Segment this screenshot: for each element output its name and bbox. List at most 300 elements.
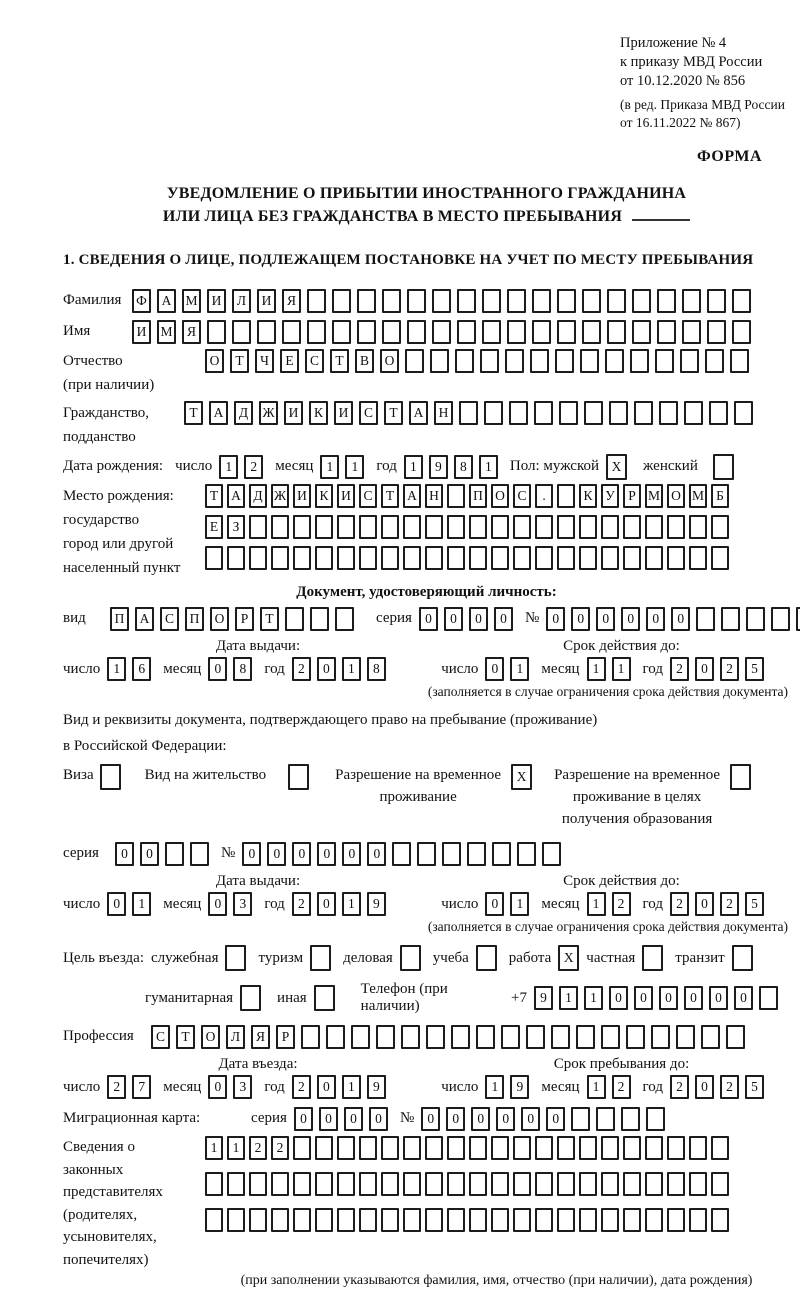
char-box[interactable]: 0	[485, 657, 504, 681]
char-box[interactable]	[526, 1025, 545, 1049]
char-box[interactable]: 0	[419, 607, 438, 631]
char-box[interactable]	[596, 1107, 615, 1131]
char-box[interactable]: 0	[107, 892, 126, 916]
char-box[interactable]: Д	[234, 401, 253, 425]
char-box[interactable]	[711, 515, 729, 539]
char-box[interactable]: И	[293, 484, 311, 508]
char-box[interactable]	[542, 842, 561, 866]
char-box[interactable]: 9	[367, 892, 386, 916]
char-box[interactable]: С	[359, 401, 378, 425]
char-box[interactable]	[480, 349, 499, 373]
char-box[interactable]	[484, 401, 503, 425]
char-box[interactable]: Я	[182, 320, 201, 344]
char-box[interactable]: 1	[587, 657, 606, 681]
char-box[interactable]: 0	[342, 842, 361, 866]
char-box[interactable]: К	[315, 484, 333, 508]
char-box[interactable]	[746, 607, 765, 631]
char-box[interactable]	[249, 546, 267, 570]
char-box[interactable]	[535, 1136, 553, 1160]
char-box[interactable]	[680, 349, 699, 373]
char-box[interactable]	[711, 546, 729, 570]
char-box[interactable]	[609, 401, 628, 425]
char-box[interactable]: 1	[342, 1075, 361, 1099]
char-box[interactable]	[482, 320, 501, 344]
char-box[interactable]	[646, 1107, 665, 1131]
char-box[interactable]: 1	[342, 892, 361, 916]
char-box[interactable]	[535, 515, 553, 539]
char-box[interactable]	[701, 1025, 720, 1049]
char-box[interactable]	[337, 1172, 355, 1196]
char-box[interactable]	[505, 349, 524, 373]
char-box[interactable]	[491, 515, 509, 539]
char-box[interactable]: 1	[479, 455, 498, 479]
char-box[interactable]: 0	[571, 607, 590, 631]
char-box[interactable]	[491, 1172, 509, 1196]
char-box[interactable]	[579, 1172, 597, 1196]
char-box[interactable]: 1	[587, 1075, 606, 1099]
char-box[interactable]: Ф	[132, 289, 151, 313]
char-box[interactable]: 1	[219, 455, 238, 479]
char-box[interactable]: П	[110, 607, 129, 631]
char-box[interactable]: 0	[521, 1107, 540, 1131]
char-box[interactable]	[165, 842, 184, 866]
char-box[interactable]: Ж	[259, 401, 278, 425]
char-box[interactable]: 0	[294, 1107, 313, 1131]
char-box[interactable]	[425, 515, 443, 539]
char-box[interactable]	[509, 401, 528, 425]
char-box[interactable]	[359, 1208, 377, 1232]
char-box[interactable]	[557, 1208, 575, 1232]
char-box[interactable]	[601, 515, 619, 539]
checkbox-cell[interactable]	[642, 945, 663, 971]
char-box[interactable]	[190, 842, 209, 866]
char-box[interactable]	[482, 289, 501, 313]
char-box[interactable]	[576, 1025, 595, 1049]
char-box[interactable]: 2	[292, 657, 311, 681]
char-box[interactable]: 0	[446, 1107, 465, 1131]
char-box[interactable]	[623, 1136, 641, 1160]
char-box[interactable]: Ч	[255, 349, 274, 373]
char-box[interactable]	[249, 515, 267, 539]
char-box[interactable]	[301, 1025, 320, 1049]
char-box[interactable]: С	[160, 607, 179, 631]
char-box[interactable]	[430, 349, 449, 373]
char-box[interactable]	[513, 515, 531, 539]
char-box[interactable]	[455, 349, 474, 373]
char-box[interactable]	[359, 515, 377, 539]
char-box[interactable]: Ж	[271, 484, 289, 508]
char-box[interactable]: Т	[381, 484, 399, 508]
char-box[interactable]: А	[157, 289, 176, 313]
char-box[interactable]	[293, 515, 311, 539]
char-box[interactable]	[696, 607, 715, 631]
char-box[interactable]	[632, 320, 651, 344]
char-box[interactable]: Я	[251, 1025, 270, 1049]
char-box[interactable]	[551, 1025, 570, 1049]
char-box[interactable]: С	[359, 484, 377, 508]
char-box[interactable]	[337, 1208, 355, 1232]
char-box[interactable]: 2	[670, 1075, 689, 1099]
char-box[interactable]: 2	[271, 1136, 289, 1160]
char-box[interactable]	[469, 515, 487, 539]
char-box[interactable]: 2	[720, 657, 739, 681]
char-box[interactable]: 1	[584, 986, 603, 1010]
char-box[interactable]: И	[132, 320, 151, 344]
char-box[interactable]: 2	[244, 455, 263, 479]
char-box[interactable]	[401, 1025, 420, 1049]
char-box[interactable]	[579, 1208, 597, 1232]
char-box[interactable]	[405, 349, 424, 373]
char-box[interactable]	[632, 289, 651, 313]
char-box[interactable]	[315, 1172, 333, 1196]
char-box[interactable]	[705, 349, 724, 373]
char-box[interactable]	[469, 1136, 487, 1160]
char-box[interactable]	[227, 1208, 245, 1232]
char-box[interactable]	[645, 1136, 663, 1160]
char-box[interactable]: Т	[330, 349, 349, 373]
char-box[interactable]	[432, 289, 451, 313]
char-box[interactable]	[492, 842, 511, 866]
char-box[interactable]	[532, 289, 551, 313]
char-box[interactable]	[285, 607, 304, 631]
char-box[interactable]	[667, 1208, 685, 1232]
char-box[interactable]: 0	[267, 842, 286, 866]
checkbox-cell[interactable]: X	[606, 454, 627, 480]
checkbox-cell[interactable]	[314, 985, 335, 1011]
char-box[interactable]: А	[409, 401, 428, 425]
char-box[interactable]	[645, 546, 663, 570]
char-box[interactable]: 1	[107, 657, 126, 681]
char-box[interactable]	[337, 546, 355, 570]
char-box[interactable]	[293, 1172, 311, 1196]
char-box[interactable]: 1	[132, 892, 151, 916]
char-box[interactable]: 0	[546, 607, 565, 631]
char-box[interactable]: Д	[249, 484, 267, 508]
char-box[interactable]	[407, 320, 426, 344]
char-box[interactable]	[469, 1208, 487, 1232]
char-box[interactable]: 8	[367, 657, 386, 681]
char-box[interactable]: О	[205, 349, 224, 373]
char-box[interactable]	[623, 1208, 641, 1232]
char-box[interactable]	[579, 1136, 597, 1160]
char-box[interactable]: 1	[342, 657, 361, 681]
char-box[interactable]: 8	[233, 657, 252, 681]
char-box[interactable]	[447, 515, 465, 539]
char-box[interactable]: 0	[208, 657, 227, 681]
char-box[interactable]	[711, 1172, 729, 1196]
char-box[interactable]: 0	[621, 607, 640, 631]
char-box[interactable]	[507, 320, 526, 344]
char-box[interactable]: 0	[734, 986, 753, 1010]
char-box[interactable]	[205, 1172, 223, 1196]
char-box[interactable]	[557, 484, 575, 508]
char-box[interactable]	[447, 1172, 465, 1196]
char-box[interactable]	[734, 401, 753, 425]
char-box[interactable]: 5	[745, 657, 764, 681]
char-box[interactable]	[425, 546, 443, 570]
char-box[interactable]	[357, 320, 376, 344]
char-box[interactable]: З	[227, 515, 245, 539]
char-box[interactable]: 0	[695, 657, 714, 681]
char-box[interactable]	[382, 289, 401, 313]
char-box[interactable]	[467, 842, 486, 866]
char-box[interactable]: 0	[317, 842, 336, 866]
char-box[interactable]: 1	[559, 986, 578, 1010]
char-box[interactable]	[425, 1136, 443, 1160]
char-box[interactable]: 1	[320, 455, 339, 479]
char-box[interactable]	[293, 1136, 311, 1160]
char-box[interactable]: Е	[205, 515, 223, 539]
char-box[interactable]: 1	[612, 657, 631, 681]
char-box[interactable]: 2	[670, 657, 689, 681]
char-box[interactable]	[689, 515, 707, 539]
char-box[interactable]	[451, 1025, 470, 1049]
char-box[interactable]: О	[210, 607, 229, 631]
char-box[interactable]	[579, 515, 597, 539]
char-box[interactable]: С	[513, 484, 531, 508]
char-box[interactable]	[535, 1208, 553, 1232]
char-box[interactable]	[534, 401, 553, 425]
char-box[interactable]: 5	[745, 1075, 764, 1099]
char-box[interactable]: .	[535, 484, 553, 508]
char-box[interactable]: 2	[292, 1075, 311, 1099]
char-box[interactable]: 9	[429, 455, 448, 479]
char-box[interactable]	[307, 320, 326, 344]
char-box[interactable]	[623, 515, 641, 539]
char-box[interactable]: 0	[646, 607, 665, 631]
char-box[interactable]	[689, 1136, 707, 1160]
char-box[interactable]	[403, 546, 421, 570]
char-box[interactable]	[689, 1208, 707, 1232]
char-box[interactable]: 0	[469, 607, 488, 631]
char-box[interactable]	[457, 320, 476, 344]
char-box[interactable]	[337, 1136, 355, 1160]
char-box[interactable]: 0	[444, 607, 463, 631]
char-box[interactable]	[659, 401, 678, 425]
char-box[interactable]	[205, 1208, 223, 1232]
char-box[interactable]	[359, 1172, 377, 1196]
char-box[interactable]	[730, 349, 749, 373]
char-box[interactable]	[293, 546, 311, 570]
char-box[interactable]	[447, 546, 465, 570]
char-box[interactable]	[689, 1172, 707, 1196]
char-box[interactable]: 0	[317, 657, 336, 681]
char-box[interactable]: 1	[510, 657, 529, 681]
char-box[interactable]	[557, 515, 575, 539]
char-box[interactable]	[381, 515, 399, 539]
char-box[interactable]: М	[157, 320, 176, 344]
char-box[interactable]	[447, 484, 465, 508]
char-box[interactable]: М	[689, 484, 707, 508]
char-box[interactable]: 0	[596, 607, 615, 631]
char-box[interactable]: 0	[317, 1075, 336, 1099]
char-box[interactable]: О	[667, 484, 685, 508]
char-box[interactable]	[630, 349, 649, 373]
char-box[interactable]: 2	[720, 1075, 739, 1099]
char-box[interactable]: Л	[232, 289, 251, 313]
char-box[interactable]: П	[469, 484, 487, 508]
char-box[interactable]	[426, 1025, 445, 1049]
char-box[interactable]	[403, 1208, 421, 1232]
char-box[interactable]	[376, 1025, 395, 1049]
char-box[interactable]	[579, 546, 597, 570]
char-box[interactable]: У	[601, 484, 619, 508]
char-box[interactable]	[307, 289, 326, 313]
char-box[interactable]	[332, 289, 351, 313]
char-box[interactable]: 0	[485, 892, 504, 916]
char-box[interactable]	[337, 515, 355, 539]
char-box[interactable]	[403, 1172, 421, 1196]
char-box[interactable]: 0	[634, 986, 653, 1010]
char-box[interactable]: С	[151, 1025, 170, 1049]
char-box[interactable]: 0	[471, 1107, 490, 1131]
char-box[interactable]: 0	[317, 892, 336, 916]
char-box[interactable]	[332, 320, 351, 344]
char-box[interactable]	[571, 1107, 590, 1131]
checkbox-cell[interactable]: X	[558, 945, 579, 971]
char-box[interactable]: 0	[369, 1107, 388, 1131]
char-box[interactable]: О	[491, 484, 509, 508]
char-box[interactable]: Т	[230, 349, 249, 373]
char-box[interactable]	[271, 1208, 289, 1232]
char-box[interactable]	[491, 1208, 509, 1232]
char-box[interactable]	[582, 320, 601, 344]
char-box[interactable]	[707, 320, 726, 344]
char-box[interactable]	[315, 515, 333, 539]
checkbox-cell[interactable]	[732, 945, 753, 971]
char-box[interactable]: Т	[205, 484, 223, 508]
char-box[interactable]: 2	[249, 1136, 267, 1160]
char-box[interactable]: О	[380, 349, 399, 373]
char-box[interactable]	[513, 1172, 531, 1196]
char-box[interactable]	[227, 546, 245, 570]
char-box[interactable]	[491, 546, 509, 570]
char-box[interactable]: К	[309, 401, 328, 425]
char-box[interactable]	[535, 546, 553, 570]
checkbox-cell[interactable]	[100, 764, 121, 790]
char-box[interactable]: 2	[612, 1075, 631, 1099]
char-box[interactable]	[645, 515, 663, 539]
char-box[interactable]	[623, 546, 641, 570]
char-box[interactable]	[732, 320, 751, 344]
char-box[interactable]: 0	[684, 986, 703, 1010]
checkbox-cell[interactable]	[240, 985, 261, 1011]
char-box[interactable]	[271, 1172, 289, 1196]
char-box[interactable]	[326, 1025, 345, 1049]
char-box[interactable]	[557, 546, 575, 570]
char-box[interactable]	[507, 289, 526, 313]
char-box[interactable]	[442, 842, 461, 866]
char-box[interactable]: Е	[280, 349, 299, 373]
char-box[interactable]	[623, 1172, 641, 1196]
char-box[interactable]: А	[403, 484, 421, 508]
checkbox-cell[interactable]	[225, 945, 246, 971]
char-box[interactable]	[249, 1208, 267, 1232]
char-box[interactable]	[711, 1208, 729, 1232]
char-box[interactable]	[555, 349, 574, 373]
char-box[interactable]	[621, 1107, 640, 1131]
char-box[interactable]: Р	[623, 484, 641, 508]
char-box[interactable]: 0	[367, 842, 386, 866]
char-box[interactable]	[517, 842, 536, 866]
char-box[interactable]: 8	[454, 455, 473, 479]
char-box[interactable]: 0	[242, 842, 261, 866]
char-box[interactable]	[676, 1025, 695, 1049]
char-box[interactable]	[271, 515, 289, 539]
char-box[interactable]	[657, 289, 676, 313]
char-box[interactable]	[601, 1208, 619, 1232]
char-box[interactable]	[457, 289, 476, 313]
char-box[interactable]	[667, 1136, 685, 1160]
char-box[interactable]	[513, 546, 531, 570]
char-box[interactable]: Р	[235, 607, 254, 631]
checkbox-cell[interactable]	[730, 764, 751, 790]
char-box[interactable]	[559, 401, 578, 425]
char-box[interactable]: 0	[208, 892, 227, 916]
char-box[interactable]	[557, 289, 576, 313]
char-box[interactable]	[381, 1136, 399, 1160]
char-box[interactable]: Я	[282, 289, 301, 313]
char-box[interactable]: 0	[494, 607, 513, 631]
char-box[interactable]	[682, 320, 701, 344]
char-box[interactable]: 2	[612, 892, 631, 916]
char-box[interactable]: Н	[434, 401, 453, 425]
char-box[interactable]: Т	[184, 401, 203, 425]
char-box[interactable]: Т	[384, 401, 403, 425]
char-box[interactable]	[407, 289, 426, 313]
char-box[interactable]	[530, 349, 549, 373]
char-box[interactable]	[357, 289, 376, 313]
char-box[interactable]	[315, 1136, 333, 1160]
char-box[interactable]	[689, 546, 707, 570]
char-box[interactable]: 0	[208, 1075, 227, 1099]
char-box[interactable]: 1	[510, 892, 529, 916]
char-box[interactable]	[582, 289, 601, 313]
char-box[interactable]: М	[182, 289, 201, 313]
char-box[interactable]	[726, 1025, 745, 1049]
char-box[interactable]	[557, 1136, 575, 1160]
char-box[interactable]	[711, 1136, 729, 1160]
char-box[interactable]	[626, 1025, 645, 1049]
char-box[interactable]: Л	[226, 1025, 245, 1049]
checkbox-cell[interactable]	[713, 454, 734, 480]
char-box[interactable]	[392, 842, 411, 866]
char-box[interactable]	[501, 1025, 520, 1049]
char-box[interactable]: 0	[421, 1107, 440, 1131]
char-box[interactable]: 7	[132, 1075, 151, 1099]
char-box[interactable]	[205, 546, 223, 570]
char-box[interactable]	[257, 320, 276, 344]
char-box[interactable]: П	[185, 607, 204, 631]
char-box[interactable]: И	[207, 289, 226, 313]
char-box[interactable]: Т	[176, 1025, 195, 1049]
char-box[interactable]	[381, 1208, 399, 1232]
char-box[interactable]: 0	[546, 1107, 565, 1131]
char-box[interactable]	[382, 320, 401, 344]
char-box[interactable]: 3	[233, 1075, 252, 1099]
char-box[interactable]	[469, 546, 487, 570]
char-box[interactable]: О	[201, 1025, 220, 1049]
char-box[interactable]	[315, 546, 333, 570]
char-box[interactable]	[381, 546, 399, 570]
char-box[interactable]: 0	[496, 1107, 515, 1131]
char-box[interactable]: 0	[344, 1107, 363, 1131]
char-box[interactable]: Р	[276, 1025, 295, 1049]
char-box[interactable]: 1	[205, 1136, 223, 1160]
char-box[interactable]: 2	[670, 892, 689, 916]
char-box[interactable]	[682, 289, 701, 313]
char-box[interactable]	[417, 842, 436, 866]
